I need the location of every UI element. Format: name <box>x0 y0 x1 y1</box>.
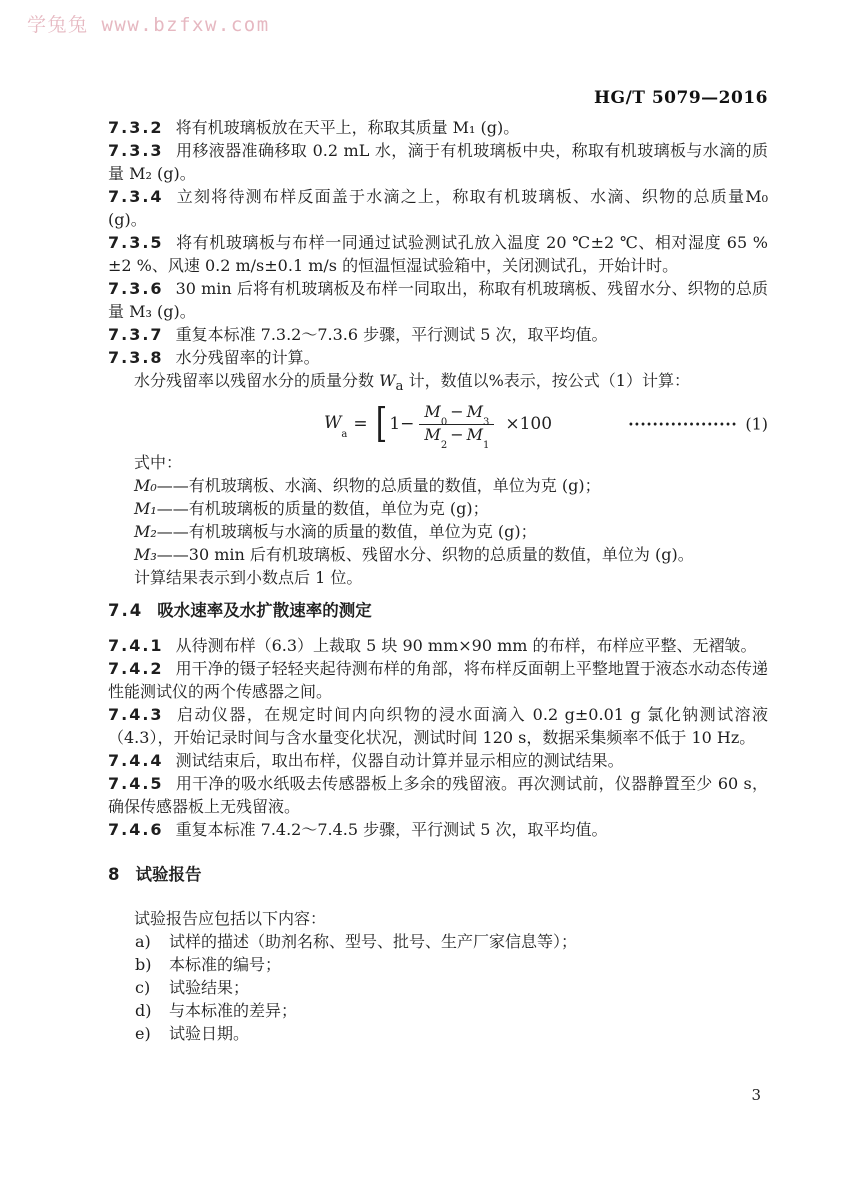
page-content <box>108 116 768 1045</box>
definition-term: M₁ <box>134 499 157 519</box>
one-minus: 1− <box>389 413 415 434</box>
definition-desc: ——有机玻璃板、水滴、织物的总质量的数值，单位为克 (g)； <box>156 476 601 496</box>
definition-term: M₂ <box>134 522 157 542</box>
clause-7-3-2 <box>108 116 768 139</box>
item-text: 试样的描述（助剂名称、型号、批号、生产厂家信息等）； <box>169 932 578 952</box>
clause-7-4-4 <box>108 749 768 772</box>
equation-number <box>628 413 768 436</box>
equation-index: (1) <box>745 414 768 434</box>
report-item-e <box>108 1022 768 1045</box>
definition-desc: ——有机玻璃板与水滴的质量的数值，单位为克 (g)； <box>156 522 537 542</box>
clause-number: 7.4.6 <box>108 820 164 840</box>
clause-number: 7.4.4 <box>108 751 164 771</box>
clause-7-3-7 <box>108 323 768 346</box>
clause-text: 重复本标准 7.3.2～7.3.6 步骤，平行测试 5 次，取平均值。 <box>175 325 608 344</box>
clause-text: 用移液器准确移取 0.2 mL 水，滴于有机玻璃板中央，称取有机玻璃板与水滴的质量 M₂ (g)。 <box>108 141 768 183</box>
clause-number: 7.3.6 <box>108 279 164 298</box>
text-after-symbol: 计，数值以%表示，按公式（1）计算： <box>403 371 690 390</box>
clause-number: 7.4.3 <box>108 705 164 725</box>
section-number: 8 <box>108 865 122 885</box>
report-intro: 试验报告应包括以下内容： <box>134 909 327 929</box>
definition-m3 <box>108 543 768 566</box>
symbol-w-subscript: a <box>395 379 404 395</box>
fraction-denominator: $M_2- M_1$ <box>424 424 490 451</box>
item-label: d) <box>135 1001 152 1021</box>
clause-number: 7.3.7 <box>108 325 164 344</box>
report-item-c <box>108 976 768 999</box>
clause-text: 立刻将待测布样反面盖于水滴之上，称取有机玻璃板、水滴、织物的总质量M₀ (g)。 <box>108 187 768 229</box>
clause-7-4-5 <box>108 772 768 818</box>
clause-number: 7.3.8 <box>108 348 164 367</box>
times-100: ×100 <box>505 413 553 434</box>
item-text: 与本标准的差异； <box>169 1001 298 1021</box>
clause-7-3-4 <box>108 185 768 231</box>
clause-number: 7.3.2 <box>108 118 164 137</box>
paragraph-wa-definition <box>108 369 768 398</box>
definition-m0 <box>108 474 768 497</box>
section-title: 吸水速率及水扩散速率的测定 <box>157 601 372 621</box>
clause-7-3-8 <box>108 346 768 369</box>
clause-7-4-6 <box>108 818 768 841</box>
section-title: 试验报告 <box>135 865 202 885</box>
clause-number: 7.4.2 <box>108 659 164 679</box>
clause-text: 测试结束后，取出布样，仪器自动计算并显示相应的测试结果。 <box>175 751 624 771</box>
definition-term: M₀ <box>134 476 157 496</box>
item-text: 本标准的编号； <box>169 955 282 975</box>
item-text: 试验结果； <box>169 978 250 998</box>
section-heading-8 <box>108 863 768 887</box>
where-intro: 式中： <box>134 453 183 473</box>
item-label: b) <box>135 955 152 975</box>
clause-text: 从待测布样（6.3）上裁取 5 块 90 mm×90 mm 的布样，布样应平整、无褶皱。 <box>175 636 757 656</box>
clause-number: 7.3.4 <box>108 187 164 206</box>
report-item-a <box>108 930 768 953</box>
clause-text: 将有机玻璃板与布样一同通过试验测试孔放入温度 20 ℃±2 ℃、相对湿度 65 %±2 %、风速 0.2 m/s±0.1 m/s 的恒温恒湿试验箱中，关闭测试孔，开始计时。 <box>108 233 768 275</box>
formula-lhs: $W_a$ <box>323 413 348 440</box>
clause-number: 7.3.5 <box>108 233 164 252</box>
page-number: 3 <box>751 1086 761 1104</box>
item-label: c) <box>135 978 151 998</box>
report-item-d <box>108 999 768 1022</box>
report-item-b <box>108 953 768 976</box>
clause-text: 启动仪器，在规定时间内向织物的浸水面滴入 0.2 g±0.01 g 氯化钠测试溶液（4.3），开始记录时间与含水量变化状况，测试时间 120 s，数据采集频率不低于 10 Hz。 <box>108 705 768 748</box>
clause-number: 7.3.3 <box>108 141 164 160</box>
text-before-symbol: 水分残留率以残留水分的质量分数 <box>134 371 380 390</box>
item-label: a) <box>135 932 151 952</box>
section-number: 7.4 <box>108 601 144 621</box>
clause-number: 7.4.1 <box>108 636 164 656</box>
watermark-text: 学兔兔 www.bzfxw.com <box>27 14 270 36</box>
leader-dots: ·················· <box>628 414 738 434</box>
clause-7-4-2 <box>108 657 768 703</box>
definition-desc: ——有机玻璃板的质量的数值，单位为克 (g)； <box>156 499 489 519</box>
definition-term: M₃ <box>134 545 157 565</box>
clause-number: 7.4.5 <box>108 774 164 794</box>
standard-number: HG/T 5079—2016 <box>594 88 768 108</box>
clause-7-4-1 <box>108 634 768 657</box>
definition-desc: ——30 min 后有机玻璃板、残留水分、织物的总质量的数值，单位为 (g)。 <box>156 545 694 565</box>
symbol-w: W <box>379 371 396 390</box>
clause-text: 重复本标准 7.4.2～7.4.5 步骤，平行测试 5 次，取平均值。 <box>175 820 608 840</box>
definition-m2 <box>108 520 768 543</box>
section-heading-7-4 <box>108 599 768 623</box>
fraction-numerator: $M_0- M_3$ <box>419 402 494 425</box>
clause-text: 用干净的镊子轻轻夹起待测布样的角部，将布样反面朝上平整地置于液态水动态传递性能测试仪的两个传感器之间。 <box>108 659 768 702</box>
item-label: e) <box>135 1024 151 1044</box>
clause-7-4-3 <box>108 703 768 749</box>
clause-7-3-6 <box>108 277 768 323</box>
formula-water-residual-rate <box>323 399 553 451</box>
clause-7-3-3 <box>108 139 768 185</box>
clause-7-3-5 <box>108 231 768 277</box>
clause-text: 30 min 后将有机玻璃板及布样一同取出，称取有机玻璃板、残留水分、织物的总质量 M₃ (g)。 <box>108 279 768 321</box>
result-precision-note: 计算结果表示到小数点后 1 位。 <box>134 568 363 588</box>
open-bracket: [ <box>375 399 388 447</box>
clause-text: 用干净的吸水纸吸去传感器板上多余的残留液。再次测试前，仪器静置至少 60 s，确保传感器板上无残留液。 <box>108 774 768 817</box>
fraction <box>419 401 494 451</box>
clause-text: 水分残留率的计算。 <box>175 348 320 367</box>
equation-1 <box>108 399 768 451</box>
clause-text: 将有机玻璃板放在天平上，称取其质量 M₁ (g)。 <box>175 118 520 137</box>
equals-sign: = <box>353 413 368 434</box>
definition-m1 <box>108 497 768 520</box>
item-text: 试验日期。 <box>169 1024 250 1044</box>
